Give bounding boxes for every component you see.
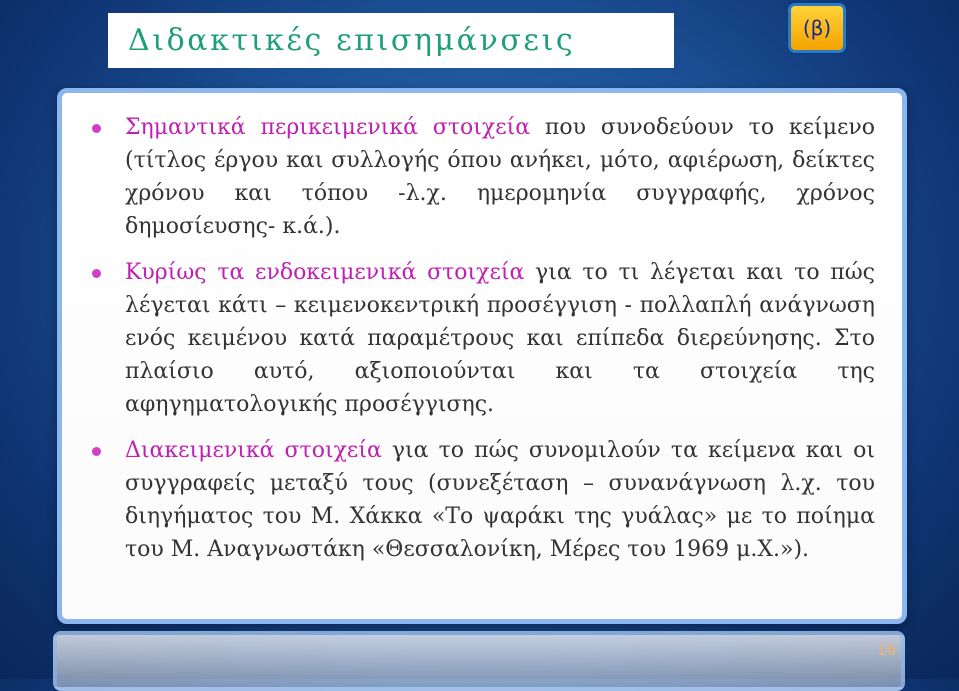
bullet-dot-icon	[92, 269, 101, 278]
bullet-item	[100, 256, 875, 421]
bullet-text: για το πώς συνομιλούν τα κείμενα και οι συγγραφείς μεταξύ τους (συνεξέταση – συνανάγνωση λ.χ. του διηγήματος του Μ. Χάκκα «Το ψαράκι της γυάλας» με το ποίημα του Μ. Αναγνωστάκη «Θεσσαλονίκη, Μέρες του 1969 μ.Χ.»).	[125, 438, 875, 562]
content-panel	[57, 88, 907, 624]
bullet-item	[100, 434, 875, 566]
bullet-dot-icon	[92, 447, 101, 456]
bullet-highlight: Σημαντικά περικειμενικά στοιχεία	[125, 115, 531, 140]
bullet-text: για το τι λέγεται και το πώς λέγεται κάτι – κειμενοκεντρική προσέγγιση - πολλαπλή ανάγνωση ενός κειμένου κατά παραμέτρους και επίπεδα διερεύνησης. Στο πλαίσιο αυτό, αξιοποιούνται και τα στοιχεία της αφηγηματολογικής προσέγγισης.	[125, 260, 875, 417]
bullet-highlight: Διακειμενικά στοιχεία	[125, 438, 382, 463]
section-badge[interactable]: (β)	[788, 3, 846, 53]
title-box	[108, 13, 674, 68]
page-number: 16	[876, 641, 896, 659]
bullet-dot-icon	[92, 124, 101, 133]
bullet-text: που συνοδεύουν το κείμενο (τίτλος έργου και συλλογής όπου ανήκει, μότο, αφιέρωση, δείκτες χρόνου και τόπου -λ.χ. ημερομηνία συγγραφής, χρόνος δημοσίευσης- κ.ά.).	[125, 115, 876, 239]
bullet-list	[100, 111, 875, 579]
footer-panel	[53, 631, 905, 691]
bullet-item	[100, 111, 875, 243]
bullet-highlight: Κυρίως τα ενδοκειμενικά στοιχεία	[125, 260, 525, 285]
slide-title: Διδακτικές επισημάνσεις	[128, 23, 576, 58]
